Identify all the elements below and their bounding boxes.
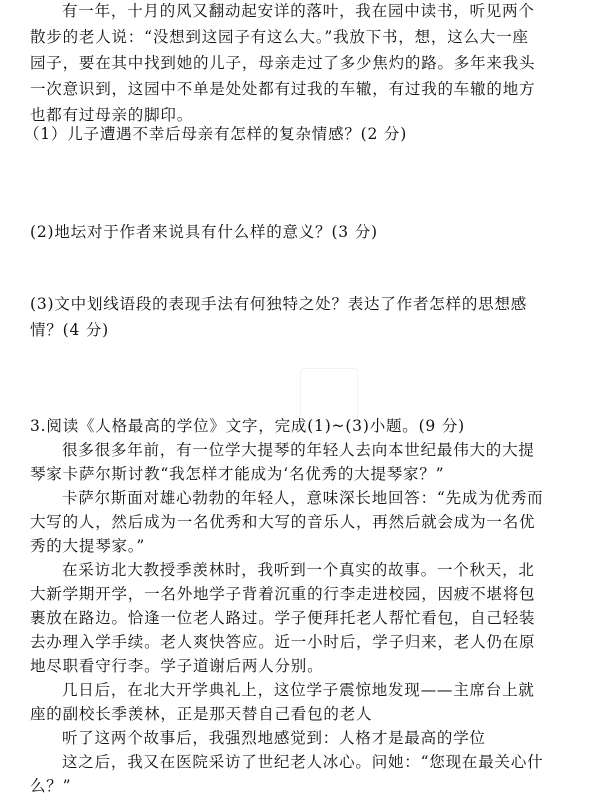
passage2-line: 在采访北大教授季羡林时，我听到一个真实的故事。一个秋天，北 bbox=[62, 561, 535, 579]
passage2-line: 这之后，我又在医院采访了世纪老人冰心。问她：“您现在最关心什 bbox=[62, 753, 544, 771]
passage2-line: 几日后，在北大开学典礼上，这位学子震惊地发现——主席台上就 bbox=[62, 681, 535, 699]
passage2-line: 琴家卡萨尔斯讨教“我怎样才能成为‘名优秀的大提琴家？” bbox=[30, 465, 445, 483]
passage2-line: 卡萨尔斯面对雄心勃勃的年轻人，意味深长地回答：“先成为优秀而 bbox=[62, 489, 544, 507]
section3-heading: 3.阅读《人格最高的学位》文字，完成(1)~(3)小题。(9 分) bbox=[30, 417, 465, 435]
question-3: (3)文中划线语段的表现手法有何独特之处？表达了作者怎样的思想感 bbox=[30, 295, 528, 313]
passage2-line: 大写的人，然后成为一名优秀和大写的音乐人，再然后就会成为一名优 bbox=[30, 513, 536, 531]
passage1-line: 一次意识到，这园中不单是处处都有过我的车辙，有过我的车辙的地方 bbox=[30, 80, 536, 98]
passage2-line: 很多很多年前，有一位学大提琴的年轻人去向本世纪最伟大的大提 bbox=[62, 441, 535, 459]
passage2-line: 听了这两个故事后，我强烈地感觉到：人格才是最高的学位 bbox=[62, 729, 486, 747]
passage2-line: 么？” bbox=[30, 777, 72, 795]
passage2-line: 大新学期开学，一名外地学子背着沉重的行李走进校园，因疲不堪将包 bbox=[30, 585, 536, 603]
passage1-line: 有一年，十月的风又翻动起安详的落叶，我在园中读书，听见两个 bbox=[62, 2, 535, 20]
passage1-line: 散步的老人说：“没想到这园子有这么大。”我放下书，想，这么大一座 bbox=[30, 28, 529, 46]
question-2: (2)地坛对于作者来说具有什么样的意义？(3 分) bbox=[30, 223, 378, 241]
passage2-line: 去办理入学手续。老人爽快答应。近一小时后，学子归来，老人仍在原 bbox=[30, 633, 536, 651]
question-3-cont: 情？(4 分) bbox=[30, 321, 109, 339]
passage1-line: 也都有过母亲的脚印。 bbox=[30, 106, 194, 124]
passage2-line: 裹放在路边。恰逢一位老人路过。学子便拜托老人帮忙看包，自己轻装 bbox=[30, 609, 536, 627]
question-1: （1）儿子遭遇不幸后母亲有怎样的复杂情感？(2 分) bbox=[24, 125, 408, 143]
passage2-line: 秀的大提琴家。” bbox=[30, 537, 146, 555]
passage2-line: 座的副校长季羡林，正是那天替自己看包的老人 bbox=[30, 705, 373, 723]
passage2-line: 地尽职看守行李。学子道谢后两人分别。 bbox=[30, 657, 324, 675]
passage1-line: 园子，要在其中找到她的儿子，母亲走过了多少焦灼的路。多年来我头 bbox=[30, 54, 536, 72]
